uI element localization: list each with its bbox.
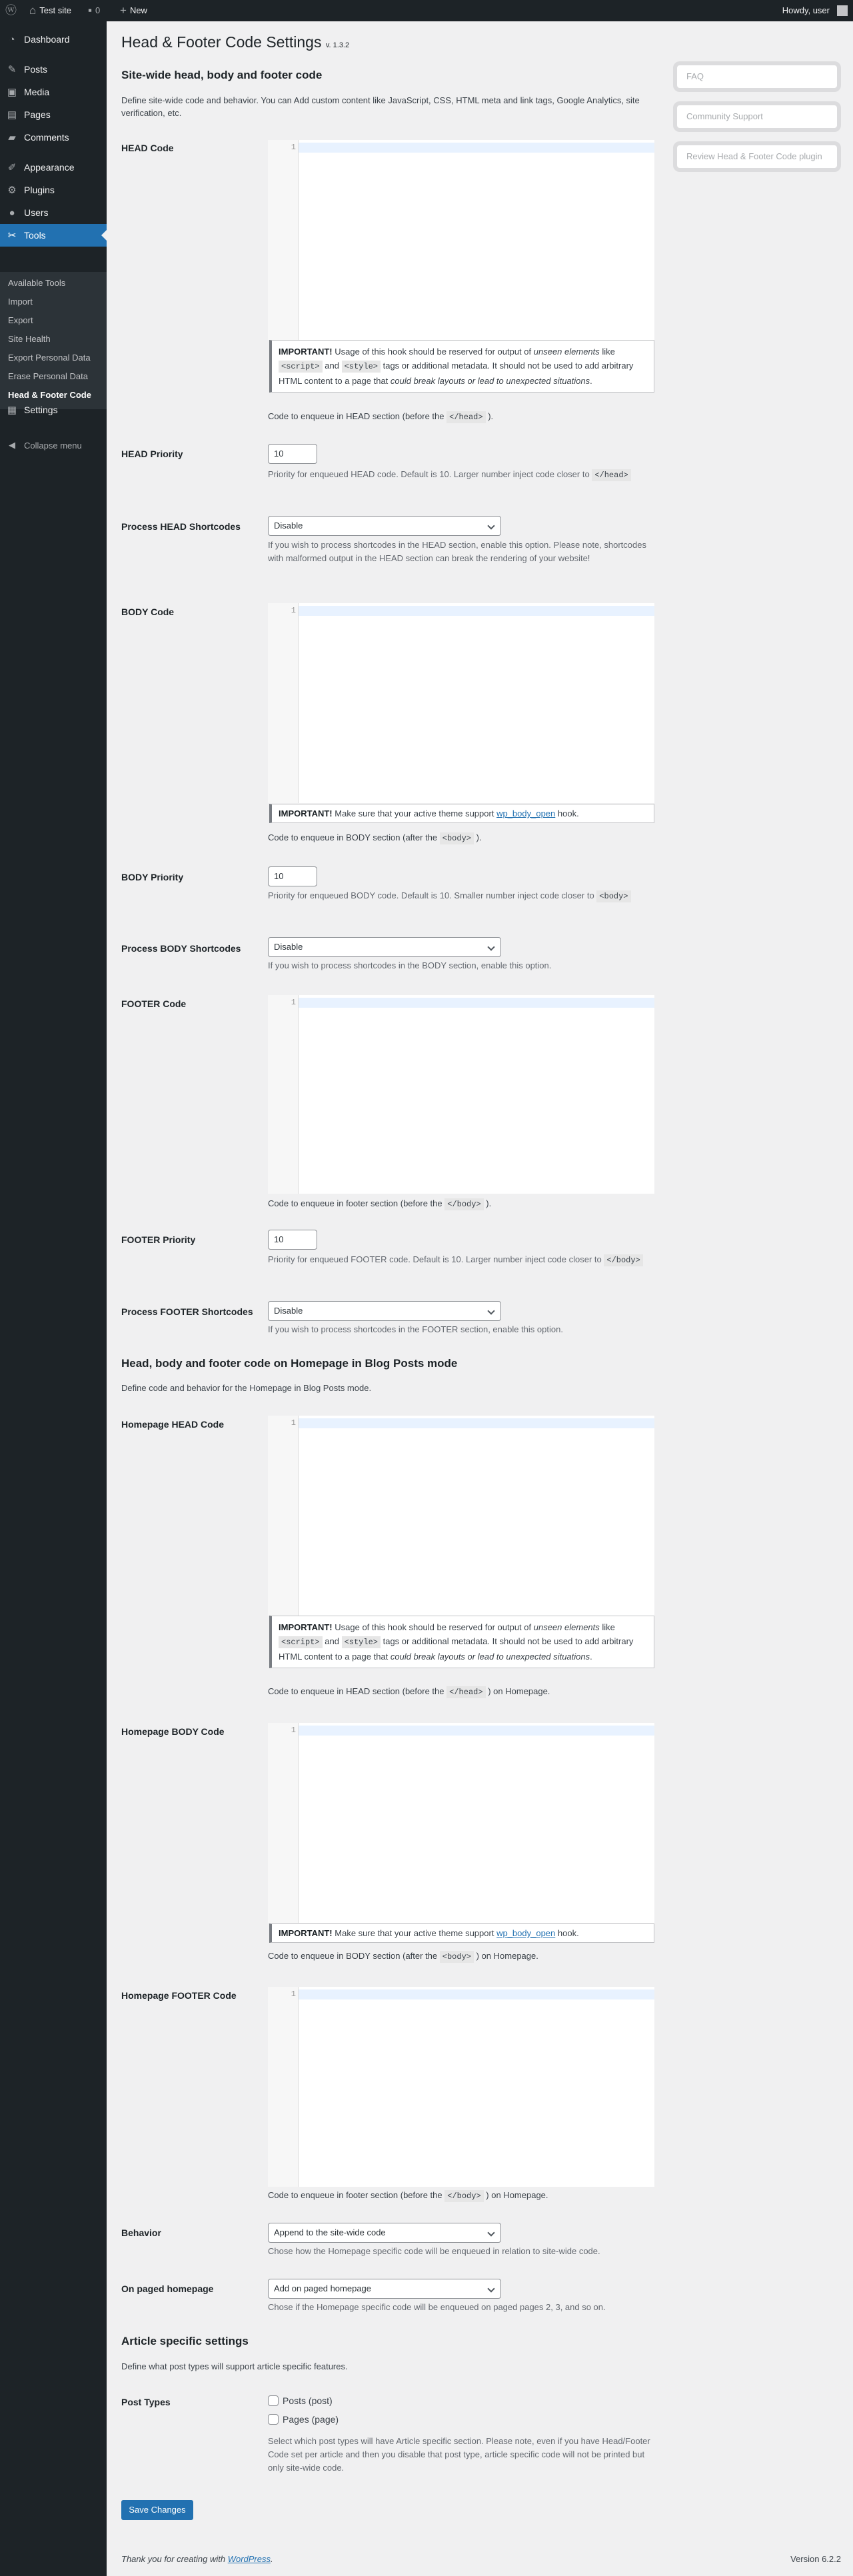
sitewide-description: Define site-wide code and behavior. You can Add custom content like JavaScript, CSS, HTML meta and link tags, Google Analytics, site verification, etc. (121, 95, 640, 118)
process-body-label: Process BODY Shortcodes (121, 943, 241, 954)
head-priority-hint: Priority for enqueued HEAD code. Default is 10. Larger number inject code closer to </head> (268, 468, 654, 482)
line-gutter: 1 (268, 1987, 299, 2187)
process-body-select[interactable]: Disable (268, 937, 501, 957)
head-priority-input[interactable]: 10 (268, 444, 317, 464)
submenu-export[interactable]: Export (8, 315, 33, 325)
homepage-head-label: Homepage HEAD Code (121, 1419, 225, 1430)
plug-icon: ⚙ (7, 185, 17, 196)
article-heading: Article specific settings (121, 2335, 249, 2347)
body-code-editor[interactable] (268, 603, 654, 803)
brush-icon: ✐ (7, 162, 17, 173)
homepage-footer-hint: Code to enqueue in footer section (before the </body> ) on Homepage. (268, 2190, 548, 2201)
community-support-button[interactable]: Community Support (673, 101, 841, 132)
head-code-hint: Code to enqueue in HEAD section (before the </head> ). (268, 411, 494, 422)
site-name-link[interactable]: ⌂ Test site (29, 0, 71, 21)
sidebar-item-appearance[interactable]: ✐ Appearance (0, 156, 107, 179)
body-priority-input[interactable]: 10 (268, 866, 317, 886)
process-footer-select[interactable]: Disable (268, 1301, 501, 1321)
footer-code-editor[interactable] (268, 995, 654, 1194)
behavior-hint: Chose how the Homepage specific code will be enqueued in relation to site-wide code. (268, 2246, 600, 2256)
sidebar-item-pages[interactable]: ▤ Pages (0, 103, 107, 126)
homepage-footer-label: Homepage FOOTER Code (121, 1990, 237, 2001)
wordpress-logo-icon[interactable]: ⓦ (5, 4, 17, 17)
behavior-label: Behavior (121, 2227, 161, 2238)
sidebar-item-users[interactable]: ● Users (0, 201, 107, 224)
comment-icon: ▪ (88, 4, 93, 17)
admin-bar (0, 0, 853, 21)
submenu-available-tools[interactable]: Available Tools (8, 278, 66, 288)
post-types-hint: Select which post types will have Article specific section. Please note, even if you have Head/Footer Code set per article and then you disable that post type, article specific code will not be printed but only site-wide code. (268, 2436, 650, 2473)
footer-code-label: FOOTER Code (121, 998, 187, 1009)
sitewide-heading: Site-wide head, body and footer code (121, 69, 323, 81)
homepage-body-important-notice: IMPORTANT! Make sure that your active theme support wp_body_open hook. (269, 1924, 654, 1943)
homepage-head-hint: Code to enqueue in HEAD section (before the </head> ) on Homepage. (268, 1686, 550, 1697)
article-description: Define what post types will support article specific features. (121, 2361, 348, 2371)
admin-sidebar (0, 21, 107, 2576)
page-icon: ▤ (7, 109, 17, 121)
sidebar-item-dashboard[interactable]: ◔ Dashboard (0, 28, 107, 51)
submenu-site-health[interactable]: Site Health (8, 334, 51, 344)
line-gutter: 1 (268, 995, 299, 1194)
homepage-head-editor[interactable] (268, 1416, 654, 1616)
comments-link[interactable]: ▪ 0 (88, 0, 100, 21)
process-head-hint: If you wish to process shortcodes in the HEAD section, enable this option. Please note, shortcodes with malformed output in the HEAD section can break the rendering of your website! (268, 540, 646, 563)
sidebar-item-tools[interactable]: ✂ Tools (0, 224, 107, 247)
body-priority-hint: Priority for enqueued BODY code. Default is 10. Smaller number inject code closer to <body> (268, 889, 654, 903)
homepage-description: Define code and behavior for the Homepage in Blog Posts mode. (121, 1383, 372, 1393)
review-plugin-button[interactable]: Review Head & Footer Code plugin (673, 141, 841, 172)
post-type-posts-checkbox[interactable]: Posts (post) (268, 2395, 333, 2406)
save-changes-button[interactable]: Save Changes (121, 2500, 193, 2520)
footer-priority-label: FOOTER Priority (121, 1234, 196, 1245)
homepage-body-hint: Code to enqueue in BODY section (after the <body> ) on Homepage. (268, 1951, 538, 1961)
user-icon: ● (9, 207, 15, 219)
homepage-head-important-notice: IMPORTANT! Usage of this hook should be reserved for output of unseen elements like <script> and <style> tags or additional metadata. It should not be used to add arbitrary HTML content to a page that could break layouts or lead to unexpected situations. (269, 1616, 654, 1668)
collapse-menu-button[interactable]: ◀ Collapse menu (0, 437, 82, 453)
paged-homepage-label: On paged homepage (121, 2283, 214, 2294)
wp-body-open-link[interactable]: wp_body_open (496, 1928, 556, 1938)
dashboard-icon: ◔ (9, 33, 15, 45)
avatar (837, 5, 848, 16)
homepage-body-label: Homepage BODY Code (121, 1726, 225, 1737)
wp-body-open-link[interactable]: wp_body_open (496, 808, 556, 818)
collapse-icon: ◀ (9, 440, 15, 450)
head-important-notice: IMPORTANT! Usage of this hook should be reserved for output of unseen elements like <script> and <style> tags or additional metadata. It should not be used to add arbitrary HTML content to a page that could break layouts or lead to unexpected situations. (269, 340, 654, 393)
line-gutter: 1 (268, 603, 299, 803)
wordpress-link[interactable]: WordPress (227, 2554, 271, 2564)
head-code-editor[interactable] (268, 140, 654, 340)
body-code-hint: Code to enqueue in BODY section (after the <body> ). (268, 832, 482, 843)
body-important-notice: IMPORTANT! Make sure that your active theme support wp_body_open hook. (269, 804, 654, 823)
tools-submenu (0, 272, 107, 409)
submenu-erase-personal-data[interactable]: Erase Personal Data (8, 371, 88, 381)
admin-footer: Thank you for creating with WordPress. Version 6.2.2 (121, 2554, 841, 2564)
submenu-import[interactable]: Import (8, 297, 33, 307)
behavior-select[interactable]: Append to the site-wide code (268, 2223, 501, 2243)
sidebar-item-comments[interactable]: ▰ Comments (0, 126, 107, 149)
wrench-icon: ✂ (7, 230, 17, 241)
process-body-hint: If you wish to process shortcodes in the BODY section, enable this option. (268, 960, 552, 970)
wp-version: Version 6.2.2 (790, 2554, 841, 2564)
homepage-heading: Head, body and footer code on Homepage in Blog Posts mode (121, 1357, 458, 1370)
paged-homepage-hint: Chose if the Homepage specific code will be enqueued on paged pages 2, 3, and so on. (268, 2302, 606, 2312)
faq-button[interactable]: FAQ (673, 61, 841, 92)
media-icon: ▣ (7, 87, 17, 98)
home-icon: ⌂ (29, 4, 37, 17)
post-type-pages-checkbox[interactable]: Pages (page) (268, 2414, 339, 2425)
submenu-head-footer-code[interactable]: Head & Footer Code (8, 390, 91, 400)
sidebar-item-posts[interactable]: ✎ Posts (0, 58, 107, 81)
settings-icon: ▦ (7, 405, 17, 416)
head-priority-label: HEAD Priority (121, 449, 183, 459)
sidebar-item-media[interactable]: ▣ Media (0, 81, 107, 103)
process-footer-hint: If you wish to process shortcodes in the FOOTER section, enable this option. (268, 1324, 563, 1334)
new-content-link[interactable]: + New (120, 0, 147, 21)
plus-icon: + (120, 4, 127, 17)
line-gutter: 1 (268, 1723, 299, 1923)
body-code-label: BODY Code (121, 607, 175, 617)
post-types-label: Post Types (121, 2397, 171, 2407)
user-menu[interactable]: Howdy, user (782, 0, 848, 21)
paged-homepage-select[interactable]: Add on paged homepage (268, 2279, 501, 2299)
comment-icon: ▰ (8, 132, 16, 143)
head-code-label: HEAD Code (121, 143, 174, 153)
footer-priority-input[interactable]: 10 (268, 1230, 317, 1250)
footer-code-hint: Code to enqueue in footer section (before the </body> ). (268, 1198, 492, 1209)
body-priority-label: BODY Priority (121, 872, 184, 882)
pin-icon: ✎ (7, 64, 17, 75)
sidebar-item-settings[interactable]: ▦ Settings (0, 399, 107, 421)
line-gutter: 1 (268, 140, 299, 340)
version-label: v. 1.3.2 (325, 41, 350, 49)
process-head-label: Process HEAD Shortcodes (121, 521, 241, 532)
process-head-select[interactable]: Disable (268, 516, 501, 536)
page-title: Head & Footer Code Settings v. 1.3.2 (121, 33, 350, 51)
footer-priority-hint: Priority for enqueued FOOTER code. Default is 10. Larger number inject code closer to </body> (268, 1253, 654, 1267)
homepage-body-editor[interactable] (268, 1723, 654, 1923)
sidebar-item-plugins[interactable]: ⚙ Plugins (0, 179, 107, 201)
line-gutter: 1 (268, 1416, 299, 1616)
submenu-export-personal-data[interactable]: Export Personal Data (8, 353, 91, 363)
process-footer-label: Process FOOTER Shortcodes (121, 1306, 253, 1317)
homepage-footer-editor[interactable] (268, 1987, 654, 2187)
